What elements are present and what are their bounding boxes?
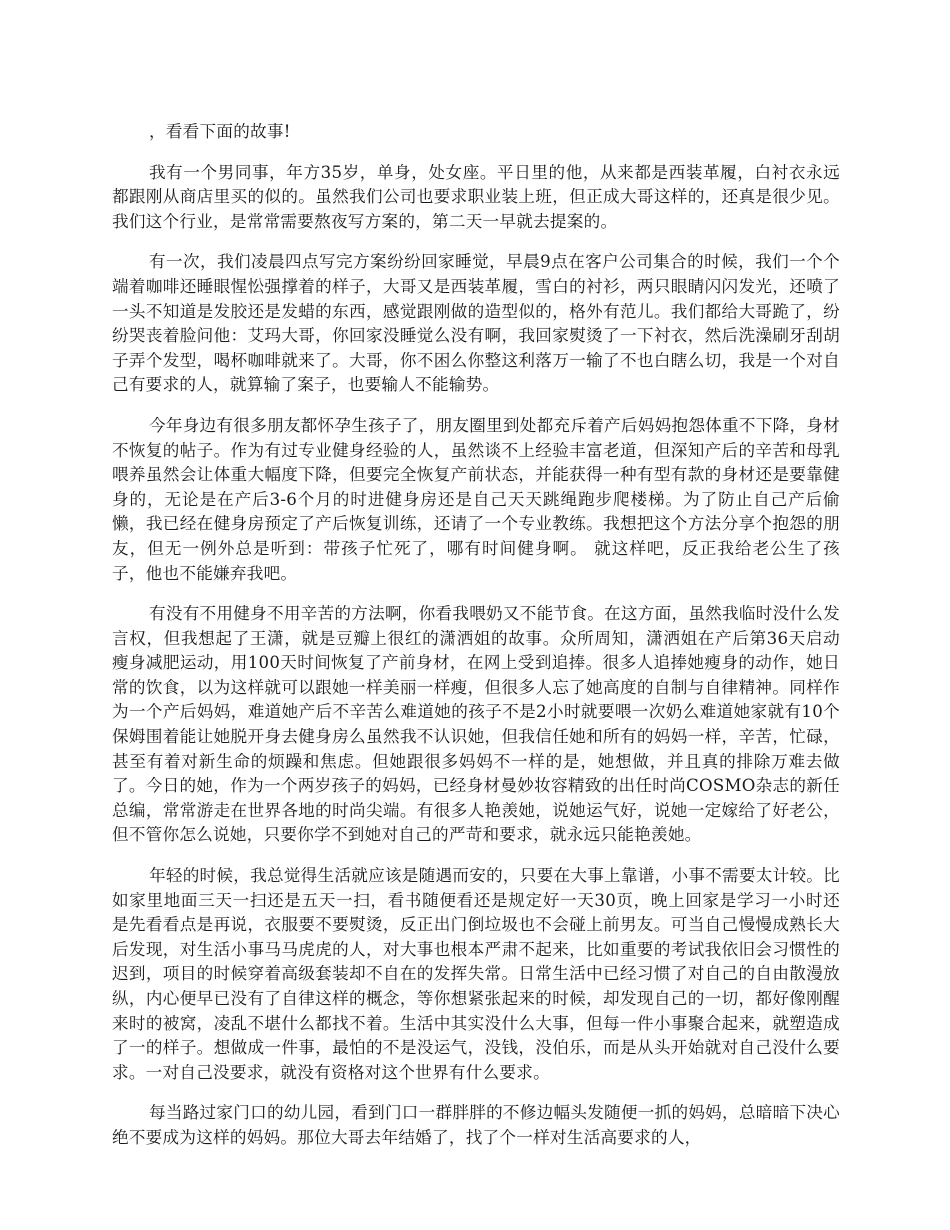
paragraph-7: 每当路过家门口的幼儿园，看到门口一群胖胖的不修边幅头发随便一抓的妈妈，总暗暗下决心绝不要成为这样的妈妈。那位大哥去年结婚了，找了个一样对生活高要求的人， — [112, 1103, 840, 1147]
paragraph-6: 年轻的时候，我总觉得生活就应该是随遇而安的，只要在大事上靠谱，小事不需要太计较。比如家里地面三天一扫还是五天一扫，看书随便看还是规定好一天30页，晚上回家是学习一小时还是先看看点是再说，衣服要不要熨烫，反正出门倒垃圾也不会碰上前男友。可当自己慢慢成熟长大后发现，对生活小事马马虎虎的人，对大事也根本严肃不起来，比如重要的考试我依旧会习惯性的迟到，项目的时候穿着高级套装却不自在的发挥失常。日常生活中已经习惯了对自己的自由散漫放纵，内心便早已没有了自律这样的概念，等你想紧张起来的时候，却发现自己的一切，都好像刚醒来时的被窝，凌乱不堪什么都找不着。生活中其实没什么大事，但每一件小事聚合起来，就塑造成了一的样子。想做成一件事，最怕的不是没运气，没钱，没伯乐，而是从头开始就对自己没什么要求。一对自己没要求，就没有资格对这个世界有什么要求。 — [112, 866, 840, 1082]
paragraph-5: 有没有不用健身不用辛苦的方法啊，你看我喂奶又不能节食。在这方面，虽然我临时没什么发言权，但我想起了王潇，就是豆瓣上很红的潇洒姐的故事。众所周知，潇洒姐在产后第36天启动瘦身减肥运动，用100天时间恢复了产前身材，在网上受到追捧。很多人追捧她瘦身的动作，她日常的饮食，以为这样就可以跟她一样美丽一样瘦，但很多人忘了她高度的自制与自律精神。同样作为一个产后妈妈，难道她产后不辛苦么难道她的孩子不是2小时就要喂一次奶么难道她家就有10个保姆围着能让她脱开身去健身房么虽然我不认识她，但我信任她和所有的妈妈一样，辛苦，忙碌，甚至有着对新生命的烦躁和焦虑。但她跟很多妈妈不一样的是，她想做，并且真的排除万难去做了。今日的她，作为一个两岁孩子的妈妈，已经身材曼妙妆容精致的出任时尚COSMO杂志的新任总编，常常游走在世界各地的时尚尖端。有很多人艳羡她，说她运气好，说她一定嫁给了好老公，但不管你怎么说她，只要你学不到她对自己的严苛和要求，就永远只能艳羡她。 — [112, 604, 840, 845]
paragraph-2: 我有一个男同事，年方35岁，单身，处女座。平日里的他，从来都是西装革履，白衬衣永远都跟刚从商店里买的似的。虽然我们公司也要求职业装上班，但正成大哥这样的，还真是很少见。我们这个行业，是常常需要熬夜写方案的，第二天一早就去提案的。 — [112, 162, 840, 231]
paragraph-4: 今年身边有很多朋友都怀孕生孩子了，朋友圈里到处都充斥着产后妈妈抱怨体重不下降，身材不恢复的帖子。作为有过专业健身经验的人，虽然谈不上经验丰富老道，但深知产后的辛苦和母乳喂养虽然会让体重大幅度下降，但要完全恢复产前状态，并能获得一种有型有款的身材还是要靠健身的，无论是在产后3-6个月的时进健身房还是自己天天跳绳跑步爬楼梯。为了防止自己产后偷懒，我已经在健身房预定了产后恢复训练，还请了一个专业教练。我想把这个方法分享个抱怨的朋友，但无一例外总是听到：带孩子忙死了，哪有时间健身啊。 就这样吧，反正我给老公生了孩子，他也不能嫌弃我吧。 — [112, 415, 840, 583]
paragraph-1: ，看看下面的故事! — [149, 122, 291, 141]
paragraph-3: 有一次，我们凌晨四点写完方案纷纷回家睡觉，早晨9点在客户公司集合的时候，我们一个个端着咖啡还睡眼惺忪强撑着的样子，大哥又是西装革履，雪白的衬衫，两只眼睛闪闪发光，还喷了一头不知道是发胶还是发蜡的东西，感觉跟刚做的造型似的，格外有范儿。我们都给大哥跪了，纷纷哭丧着脸问他：艾玛大哥，你回家没睡觉么没有啊，我回家熨烫了一下衬衣，然后洗澡刷牙刮胡子弄个发型，喝杯咖啡就来了。大哥，你不困么你整这利落万一输了不也白瞎么切，我是一个对自己有要求的人，就算输了案子，也要输人不能输势。 — [112, 252, 840, 395]
document-body — [112, 120, 840, 1167]
